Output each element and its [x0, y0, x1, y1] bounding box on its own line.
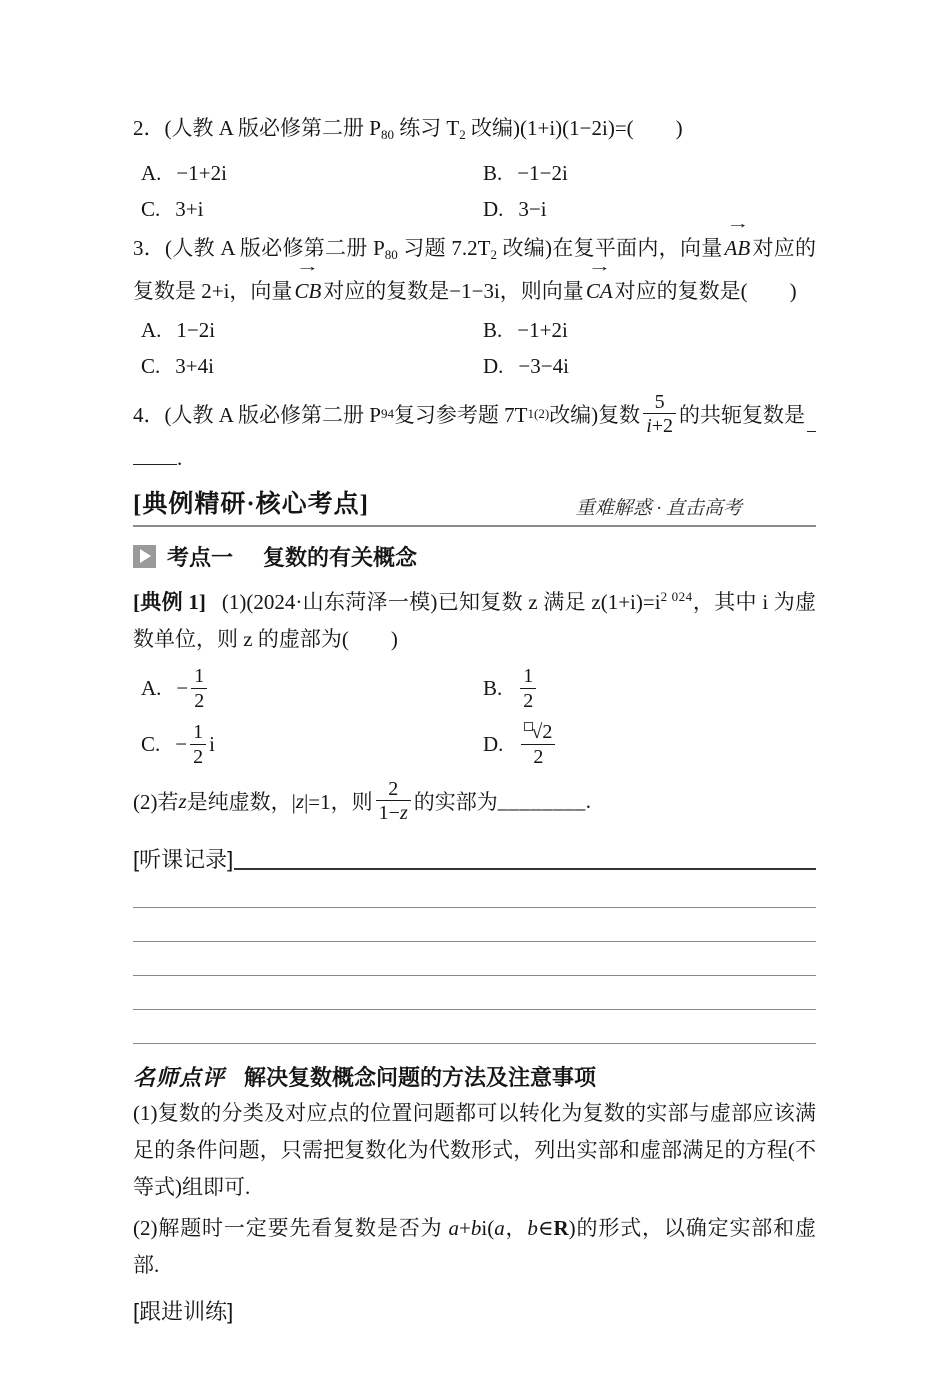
example-1-options: [133, 662, 816, 771]
text-run: 练习 T: [393, 116, 460, 140]
text-run: ∈: [537, 1216, 554, 1240]
example-label: [典例 1]: [133, 590, 206, 614]
text-run: 复习参考题 7T: [393, 403, 528, 427]
answer-blank-line: [133, 440, 177, 465]
comment-paragraph-1: (1)复数的分类及对应点的位置问题都可以转化为复数的实部与虚部应该满足的条件问题，只需把复数化为代数形式，列出实部和虚部满足的方程(不等式)组即可.: [133, 1101, 816, 1199]
comment-head: [133, 1061, 816, 1091]
option-label: B.: [483, 676, 503, 700]
subscript: 1(2): [527, 406, 550, 421]
fraction-numerator: 1: [523, 665, 534, 688]
option-b: [483, 662, 816, 715]
subscript: 80: [384, 247, 398, 262]
comment-title: 解决复数概念问题的方法及注意事项: [244, 1064, 597, 1090]
question-4-blank-wrap: [133, 440, 816, 474]
fraction-denominator: 2: [190, 744, 206, 768]
text-run: .: [177, 446, 183, 470]
text-run: 对应的复数是 2+i，向量: [133, 236, 816, 303]
text-run: (1)(2024·山东菏泽一模)已知复数 z 满足 z(1+i)=i: [221, 590, 661, 614]
suffix: i: [209, 732, 215, 756]
answer-blank-underscores: ________: [497, 788, 586, 813]
section-title: [典例精研·核心考点]: [133, 491, 369, 518]
vector-arrow-icon: →: [725, 217, 750, 232]
vector-letters: AB: [724, 236, 751, 260]
text-run: 2．(人教 A 版必修第二册 P: [133, 116, 381, 140]
option-text: 3+i: [175, 197, 204, 221]
topic-name: 考点一: [167, 545, 234, 570]
text-run: 的共轭复数是: [679, 403, 806, 427]
text-run: )的形式，以确定实部和虚部.: [133, 1216, 817, 1277]
topic-title: 复数的有关概念: [263, 545, 418, 570]
question-2: [133, 110, 816, 227]
text-run: i(: [481, 1216, 495, 1240]
fraction-numerator: 1: [194, 665, 205, 688]
question-4-stem: [133, 388, 816, 440]
question-3-options: [133, 312, 816, 384]
sign: −: [175, 732, 188, 756]
variable-b: b: [527, 1216, 538, 1240]
subscript: 94: [380, 406, 394, 421]
superscript: 2 024: [660, 589, 693, 604]
text-run: 4．(人教 A 版必修第二册 P: [133, 403, 381, 427]
fraction-numerator: 5: [654, 390, 665, 413]
option-c: [141, 718, 483, 771]
option-a: [141, 662, 483, 715]
option-label: D.: [483, 354, 504, 378]
text-run: 改编)在复平面内，向量: [496, 236, 723, 260]
option-label: C.: [141, 197, 161, 221]
fraction: [191, 665, 207, 712]
option-label: C.: [141, 354, 161, 378]
variable-z: z: [178, 788, 187, 813]
section-subtitle: 重难解惑 · 直击高考: [575, 498, 742, 519]
vector-CA: [584, 260, 615, 310]
triangle-glyph: [140, 549, 151, 563]
text-run: 对应的复数是−1−3i，则向量: [323, 279, 584, 303]
variable-b: b: [470, 1216, 482, 1240]
fraction-denominator: 2: [521, 744, 555, 768]
text-run: ，其中 i 为虚数单位，则 z 的虚部为( ): [133, 590, 816, 651]
option-text: −1−2i: [517, 161, 568, 185]
variable-a: a: [448, 1216, 460, 1240]
text-run: ，: [504, 1216, 528, 1240]
option-label: A.: [141, 676, 162, 700]
fraction-denominator: 2: [520, 688, 536, 712]
example-1: [133, 578, 816, 827]
notes-underline: [234, 868, 816, 870]
sign: −: [176, 676, 189, 700]
option-label: A.: [141, 318, 162, 342]
variable-a: a: [494, 1216, 505, 1240]
option-c: [141, 348, 483, 384]
vector-CB: [292, 260, 323, 310]
question-2-stem: [133, 110, 816, 153]
fraction: [190, 721, 206, 768]
example-1-part2: [133, 775, 816, 827]
subscript: 80: [380, 127, 394, 142]
option-b: [483, 312, 816, 348]
option-label: D.: [483, 732, 504, 756]
option-text: 3+4i: [175, 354, 214, 378]
fraction-numerator: √2: [521, 721, 555, 743]
vector-AB: [723, 217, 753, 267]
question-3-stem: [133, 217, 816, 310]
question-4: [133, 388, 816, 474]
set-R-symbol: R: [553, 1216, 569, 1240]
option-label: B.: [483, 161, 503, 185]
notes-label: [听课记录]: [133, 847, 234, 872]
ruled-line: [133, 976, 816, 1010]
ruled-line: [133, 942, 816, 976]
text-run: 的实部为: [413, 790, 498, 814]
text-run: 对应的复数是( ): [614, 279, 797, 303]
option-text: 1−2i: [176, 318, 216, 342]
fraction: [521, 721, 555, 768]
teacher-comment: [133, 1061, 816, 1284]
fraction-denominator: 2: [191, 688, 207, 712]
text-run: 改编)复数: [549, 403, 641, 427]
option-d: [483, 191, 816, 227]
ruled-lines: [133, 874, 816, 1044]
option-text: 3−i: [518, 197, 547, 221]
notes-row: [133, 839, 816, 874]
option-b: [483, 155, 816, 191]
ruled-line: [133, 874, 816, 908]
option-text: −1+2i: [176, 161, 227, 185]
play-marker-icon: [133, 545, 156, 568]
text-run: 3．(人教 A 版必修第二册 P: [133, 236, 385, 260]
answer-blank-line: [807, 431, 816, 432]
option-label: A.: [141, 161, 162, 185]
option-d: [483, 348, 816, 384]
option-text: −1+2i: [517, 318, 568, 342]
training-label: [跟进训练]: [133, 1299, 234, 1324]
question-2-options: [133, 155, 816, 227]
option-label: D.: [483, 197, 504, 221]
fraction-numerator: 1: [193, 721, 204, 744]
text-run: (2)若: [133, 790, 179, 814]
vector-arrow-icon: →: [587, 260, 612, 275]
text-run: (2)解题时一定要先看复数是否为: [133, 1216, 449, 1240]
text-run: 是纯虚数，|: [186, 790, 296, 814]
option-label: C.: [141, 732, 161, 756]
fraction-numerator: 2: [388, 777, 399, 800]
option-c: [141, 191, 483, 227]
topic-row: [133, 543, 816, 570]
text-run: 改编)(1+i)(1−2i)=( ): [465, 116, 683, 140]
option-text: −3−4i: [518, 354, 569, 378]
text-run: |=1，则: [304, 790, 373, 814]
option-a: [141, 155, 483, 191]
option-label: B.: [483, 318, 503, 342]
ruled-line: [133, 1010, 816, 1044]
ruled-line: [133, 908, 816, 942]
section-header: [133, 484, 816, 527]
vector-arrow-icon: →: [295, 260, 320, 275]
fraction-denominator: i+2: [643, 413, 676, 437]
example-1-stem: [133, 578, 816, 658]
comment-badge: 名师点评: [133, 1064, 226, 1090]
option-d: [483, 718, 816, 771]
subscript: 2: [459, 127, 466, 142]
question-3: [133, 217, 816, 384]
vector-letters: CA: [585, 279, 613, 303]
text-run: 习题 7.2T: [397, 236, 491, 260]
fraction-denominator: 1−z: [376, 800, 411, 824]
fraction: [520, 665, 536, 712]
text-run: .: [585, 788, 591, 813]
fraction: [643, 391, 676, 438]
subscript: 2: [490, 247, 497, 262]
vector-letters: CB: [294, 279, 322, 303]
fraction: [376, 778, 411, 825]
variable-z: z: [295, 788, 305, 813]
comment-paragraph-2: [133, 1210, 816, 1284]
text-run: +: [459, 1216, 471, 1240]
option-a: [141, 312, 483, 348]
